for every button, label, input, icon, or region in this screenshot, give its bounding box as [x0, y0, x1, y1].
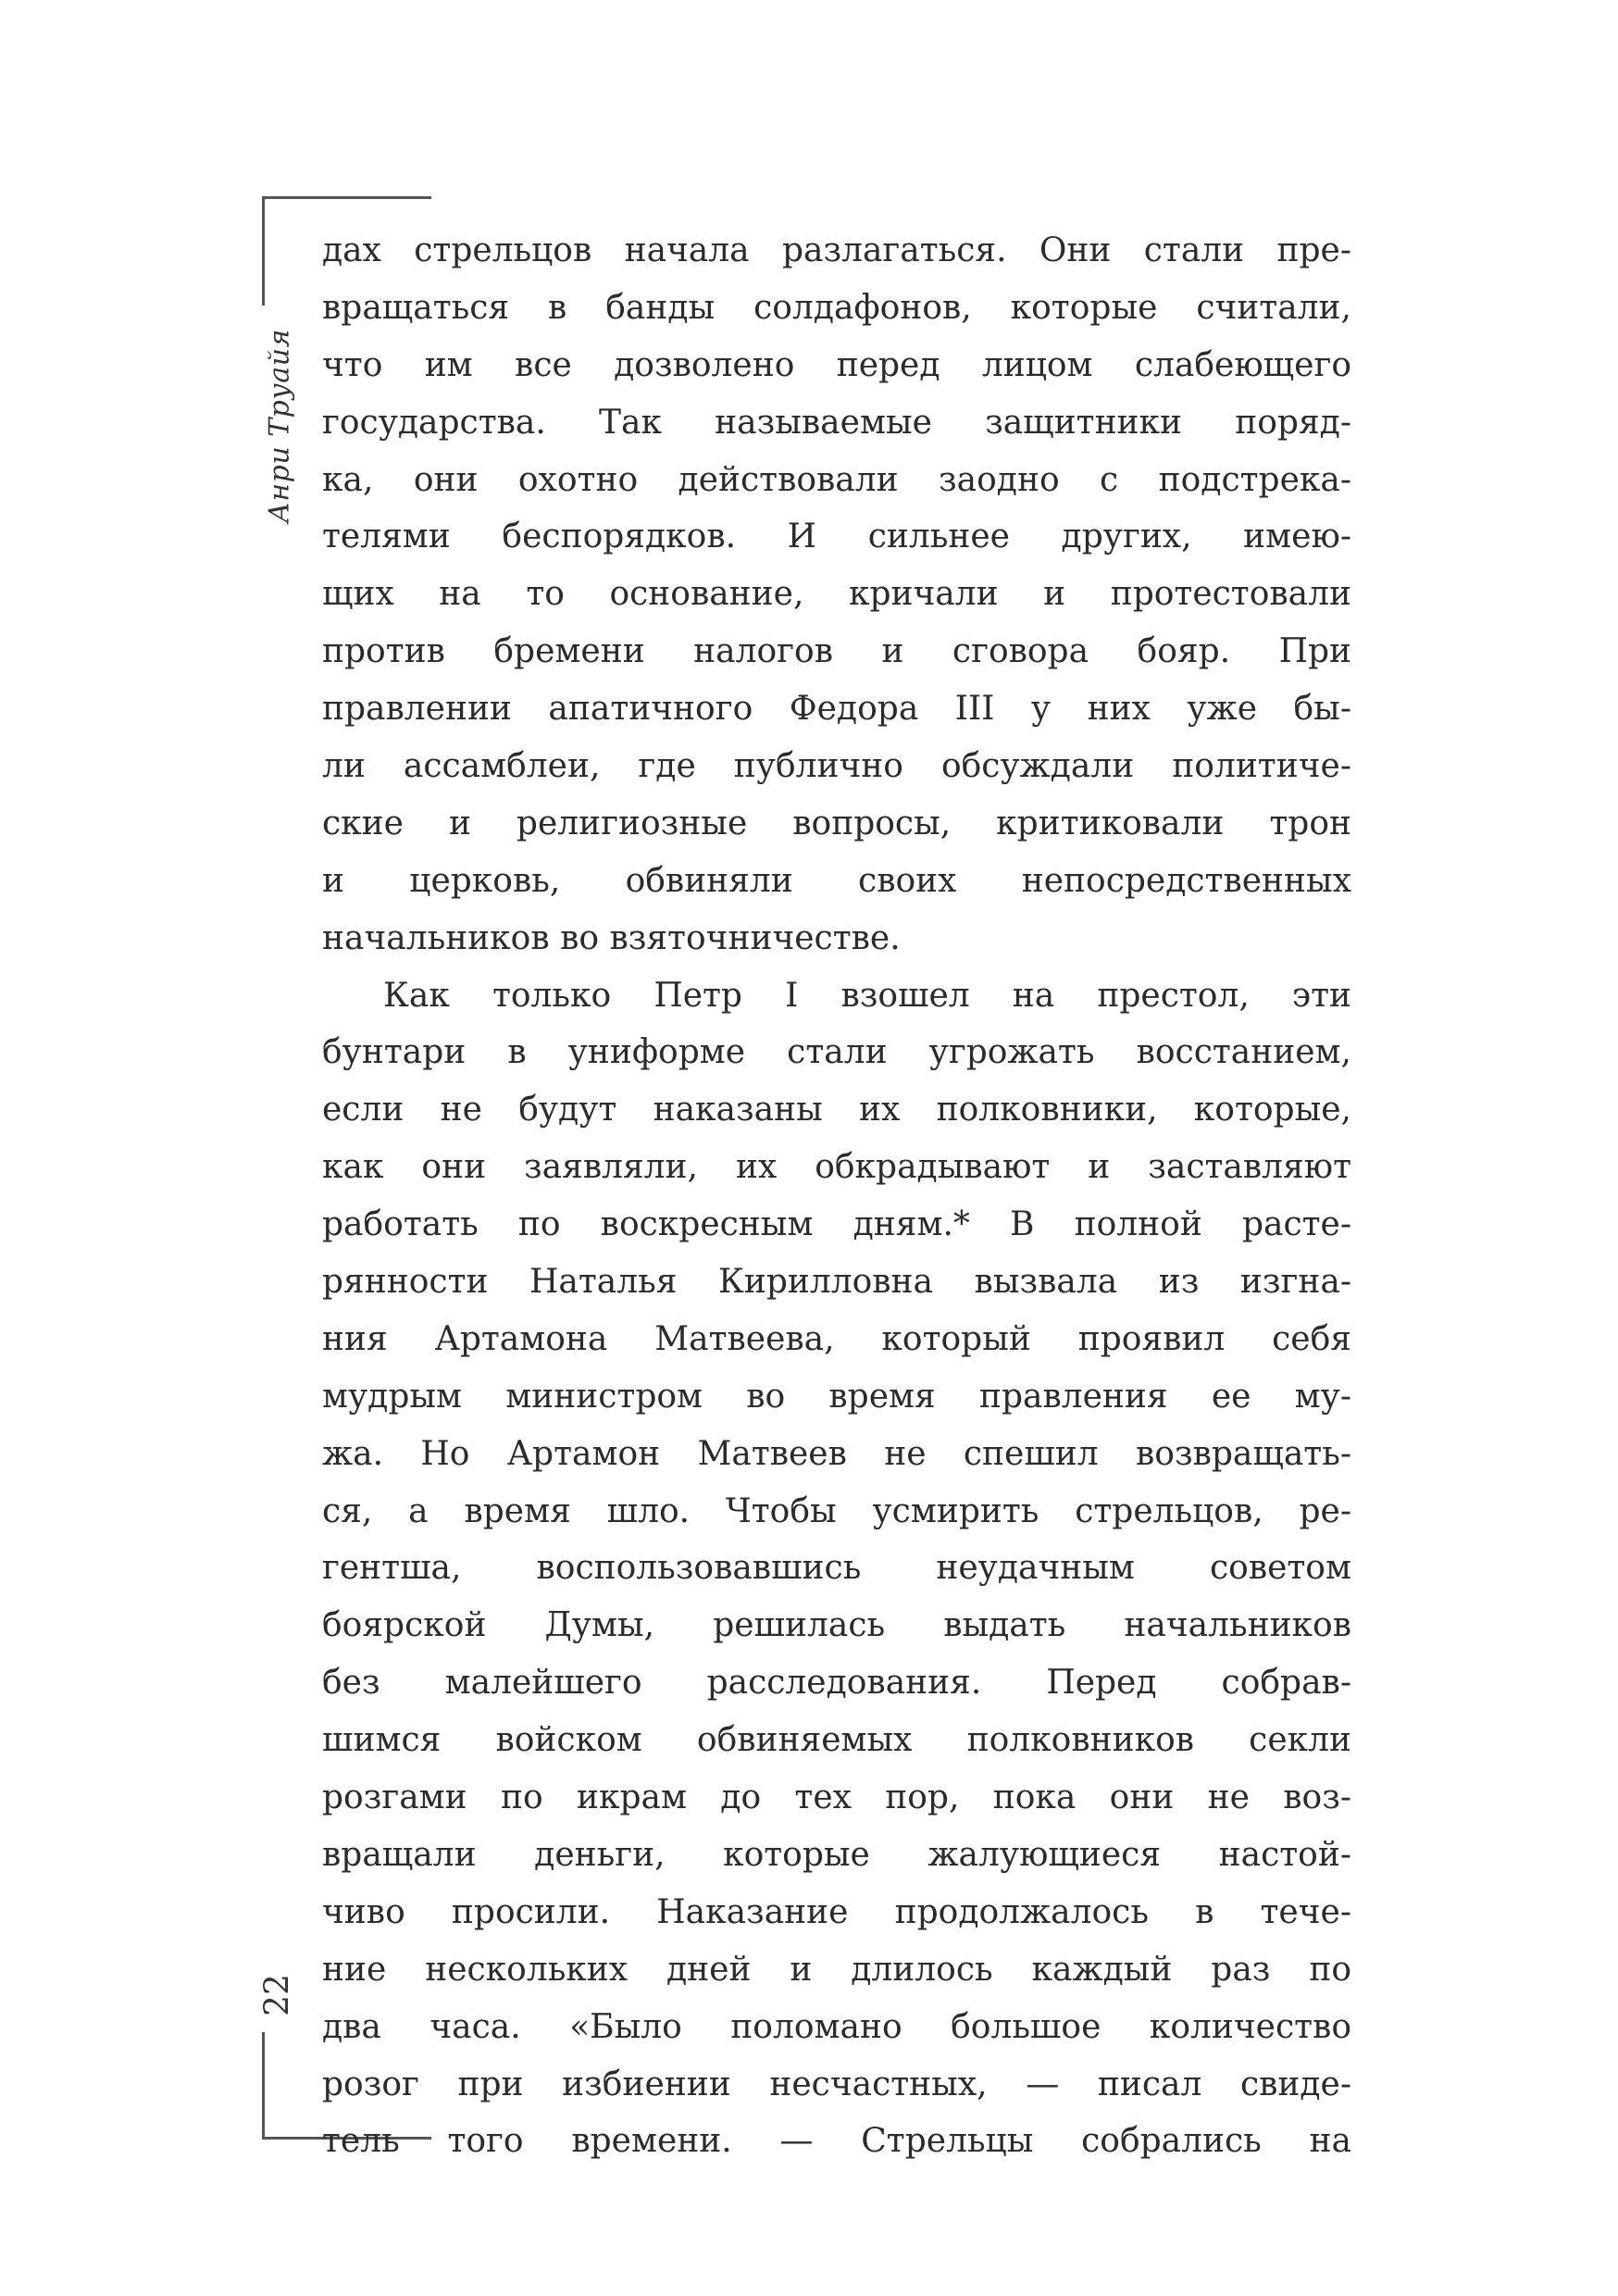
frame-rule-top	[262, 196, 431, 199]
text-line: государства. Так называемые защитники поряд-	[322, 403, 1351, 442]
text-line: ли ассамблеи, где публично обсуждали политиче-	[322, 747, 1351, 786]
text-line: рянности Наталья Кирилловна вызвала из изгна-	[322, 1263, 1351, 1302]
text-line: чиво просили. Наказание продолжалось в тече-	[322, 1892, 1351, 1931]
text-line: вращали деньги, которые жалующиеся настой-	[322, 1835, 1351, 1874]
text-line: тель того времени. — Стрельцы собрались на	[322, 2122, 1351, 2161]
text-line: правлении апатичного Федора III у них уже бы-	[322, 690, 1351, 729]
text-line: как они заявляли, их обкрадывают и заставляют	[322, 1148, 1351, 1187]
text-line: что им все дозволено перед лицом слабеющего	[322, 345, 1351, 384]
text-line: если не будут наказаны их полковники, которые,	[322, 1091, 1351, 1129]
text-line: Как только Петр I взошел на престол, эти	[383, 976, 1351, 1015]
text-line: ка, они охотно действовали заодно с подстрека-	[322, 460, 1351, 499]
text-line: и церковь, обвиняли своих непосредственных	[322, 861, 1351, 900]
text-line: гентша, воспользовавшись неудачным советом	[322, 1549, 1351, 1588]
text-line: ские и религиозные вопросы, критиковали трон	[322, 804, 1351, 842]
text-line: жа. Но Артамон Матвеев не спешил возвращать-	[322, 1434, 1351, 1473]
text-line: начальников во взяточничестве.	[322, 918, 901, 957]
text-line: мудрым министром во время правления ее му-	[322, 1377, 1351, 1416]
paragraph	[322, 222, 1351, 967]
frame-rule-top-vertical	[262, 196, 265, 306]
text-line: розгами по икрам до тех пор, пока они не воз-	[322, 1778, 1351, 1817]
text-line: без малейшего расследования. Перед собрав-	[322, 1664, 1351, 1703]
text-line: боярской Думы, решилась выдать начальников	[322, 1606, 1351, 1645]
page-number: 22	[258, 1974, 297, 2016]
text-line: вращаться в банды солдафонов, которые считали,	[322, 288, 1351, 327]
text-line: ся, а время шло. Чтобы усмирить стрельцов, ре-	[322, 1491, 1351, 1530]
text-line: два часа. «Было поломано большое количество	[322, 2007, 1351, 2046]
text-line: телями беспорядков. И сильнее других, имею-	[322, 518, 1351, 556]
text-line: дах стрельцов начала разлагаться. Они стали пре-	[322, 231, 1351, 269]
body-text	[322, 222, 1351, 2170]
frame-rule-bottom-vertical	[262, 2032, 265, 2139]
text-line: щих на то основание, кричали и протестовали	[322, 575, 1351, 614]
text-line: шимся войском обвиняемых полковников секли	[322, 1721, 1351, 1760]
text-line: бунтари в униформе стали угрожать восстанием,	[322, 1033, 1351, 1072]
text-line: розог при избиении несчастных, — писал свиде-	[322, 2065, 1351, 2103]
text-line: против бремени налогов и сговора бояр. При	[322, 632, 1351, 671]
text-line: работать по воскресным дням.* В полной расте-	[322, 1205, 1351, 1244]
text-line: ние нескольких дней и длилось каждый раз по	[322, 1950, 1351, 1989]
text-line: ния Артамона Матвеева, который проявил себя	[322, 1319, 1351, 1358]
running-head: Анри Труайя	[263, 329, 296, 523]
paragraph	[322, 967, 1351, 2171]
